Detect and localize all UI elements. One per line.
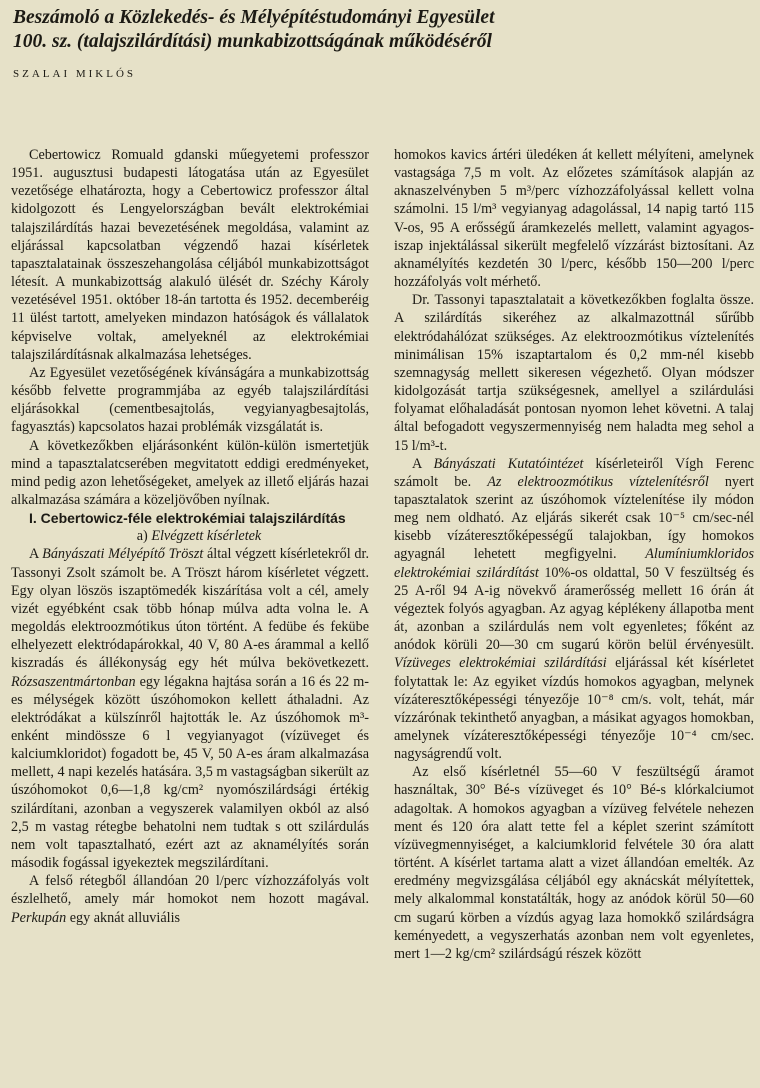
text-run: A <box>412 455 434 472</box>
paragraph <box>394 455 754 764</box>
text-run: A felső rétegből állandóan 20 l/perc vízhozzáfolyás volt észlelhető, amely már homokot nem hozott magával. <box>11 873 369 908</box>
author-name: SZALAI MIKLÓS <box>13 68 137 80</box>
paragraph: Dr. Tassonyi tapasztalatait a következőkben foglalta össze. A szilárdítás sikeréhez az alkalmazottnál sűrűbb elektródahálózat szükséges. Az elektroozmótikus víztelenítés minimálisan 15% iszaptartalom és 0,2 mm-nél kisebb szemnagyság mellett sikeresen végezhető. Olyan módszer kidolgozását tartja szükségesnek, amellyel a szilárdulási folyamat előhaladását pontosan nyomon lehet követni. A talaj által befogadott vegyszermennyiség nem haladta meg sehol a 15 l/m³-t. <box>394 292 754 454</box>
text-run: egy aknát alluviális <box>66 909 181 926</box>
italic-run: Bányászati Kutatóintézet <box>433 455 584 472</box>
italic-run: Alumíniumkloridos elektrokémiai szilárdítást <box>394 546 754 581</box>
paragraph: homokos kavics ártéri üledéken át kellett mélyíteni, amelynek vastagsága 7,5 m volt. Az előzetes számítások alapján az aknaszelvényben 5 m³/perc vízhozzáfolyással kellett volna számolni. 15 l/m³ vegyianyag adagolással, 14 napig tartó 115 V-os, 95 A erősségű áramkezelés mellett, valamint agyagos-iszap injektálással sikerült megfelelő vízzárást biztosítani. Az aknamélyítés kezdetén 30 l/perc, később 150—200 l/perc hozzáfolyás volt mérhető. <box>394 147 754 291</box>
subsection-prefix: a) <box>136 528 152 545</box>
paragraph: Cebertowicz Romuald gdanski műegyetemi professzor 1951. augusztusi budapesti látogatása után az Egyesület vezetősége elhatározta, hogy a Cebertowicz professzor által kidolgozott és Lengyelországban bevált elektrokémiai talajszilárdítás hazai bevezetésének megoldása, valamint az eljárással kapcsolatban végzendő hazai kísérletek tapasztalatainak összeszehangolása céljából munkabizottságot létesít. A munkabizottság alakuló ülését dr. Széchy Károly vezetésével 1951. október 18-án tartotta és 1952. decemberéig 11 ülést tartott, amelyeken mindazon hatóságok és vállalatok képviselve voltak, amelyeknél az elektrokémiai talajszilárdításnak alkalmazása lehetséges. <box>11 147 369 363</box>
paragraph: Az első kísérletnél 55—60 V feszültségű áramot használtak, 30° Bé-s vízüveget és 10° Bé-s klórkalciumot adagoltak. A homokos agyagban a vízüveg felvétele nehezen ment és 120 óra alatt tette fel a képlet szerint számított vízüvegmennyiséget, a kalciumklorid felvétele 30 óra alatt történt. A kísérlet tartama alatt a vizet állandóan emelték. Az eredmény megvizsgálása céljából egy aknácskát mélyítettek, mely alkalommal konstatálták, hogy az anódok körül 50—60 cm sugarú körben a vízdús agyag laza homokkő szilárdságra keményedett, a vegyszerhatás azonban nem volt egyenletes, mert 1—2 kg/cm² szilárdságú részek között <box>394 764 754 962</box>
text-run: nyert tapasztalatok szerint az úszóhomok víztelenítése ily módon meg nem oldható. Az eljárás sikerét csak 10⁻⁵ cm/sec-nél kisebb vízáteresztőképességű talajokban, így homokos agyagnál lehetett megfigyelni. <box>394 473 754 563</box>
right-column <box>394 146 754 963</box>
text-run: által végzett kísérletekről dr. Tassonyi Zsolt számolt be. A Tröszt három kísérletet végzett. Egy olyan löszös iszaptömedék kiszárítása volt a cél, amely vizét egyébként csak több hónap múlva adta volna le. A megoldás elektroozmótikus úton történt. A fedübe és fekübe elhelyezett elektródapárokkal, 40 V, 80 A-es árammal a kellő kiszradás és állékonyság egy hét múlva bekövetkezett. <box>11 546 369 672</box>
paragraph: Az Egyesület vezetőségének kívánságára a munkabizottság később felvette programmjába az egyéb talajszilárdítási eljárásokkal (cementbesajtolás, vegyianyagbesajtolás, fagyasztás) kapcsolatos hazai problémák vizsgálatát is. <box>11 364 369 436</box>
left-column <box>11 146 369 927</box>
text-run: eljárással két kísérletet folytattak le: Az egyiket vízdús homokos agyagban, melynek vízáteresztőképességi tényezője 10⁻⁸ cm/s. volt, tehát, már vízzárónak tekinthető anyagban, a másikat agyagos homokban, amelynek vízáteresztőképességi tényezője 10⁻⁴ cm/sec. nagyságrendű volt. <box>394 655 754 763</box>
italic-run: Bányászati Mélyépítő Tröszt <box>42 546 204 563</box>
italic-run: Az elektroozmótikus víztelenítésről <box>487 473 709 490</box>
paragraph: A következőkben eljárásonként külön-külön ismertetjük mind a tapasztalatcserében megvitatott eddigi eredményeket, mind pedig azon lehetőségeket, amelyek az illető eljárás hazai alkalmazása számára a közeljövőben nyílnak. <box>11 437 369 508</box>
paragraph <box>11 545 369 872</box>
text-run: kísérleteiről Vígh Ferenc számolt be. <box>394 455 754 490</box>
paragraph <box>11 872 369 926</box>
article-title <box>13 6 753 54</box>
text-run: A <box>29 546 43 563</box>
italic-run: Vízüveges elektrokémiai szilárdítási <box>394 655 607 672</box>
title-line-1: Beszámoló a Közlekedés- és Mélyépítéstudományi Egyesület <box>13 7 495 28</box>
section-heading: I. Cebertowicz-féle elektrokémiai talajszilárdítás <box>29 510 346 527</box>
text-run: 10%-os oldattal, 50 V feszültség és 25 A-ről 94 A-ig növekvő áramerősség mellett 16 órán át végeztek folyós agyagban. Az agyag képlékeny állapotba ment át, azonban a szilárdulás nem volt egyenletes; főként az anódok körüli 20—30 cm sugarú körön belül érvényesült. <box>394 564 754 654</box>
italic-run: Perkupán <box>11 909 67 926</box>
italic-run: Rózsaszentmártonban <box>11 673 136 690</box>
text-run: egy légakna hajtása során a 16 és 22 m-es mélységek között úszóhomokon kellett áthaladni. Az elektródákat a külszínről hajtották le. Az úszóhomok m³-enként mindössze 6 l vegyianyagot (vízüveget és kalciumkloridot) fogadott be, 45 V, 50 A-es áram alkalmazása mellett, 4 napi kezelés hatására. 3,5 m vastagságban sikerült az úszóhomokot 0,6—1,8 kg/cm² nyomószilárdsági értékig szilárdítani, azonban a vegyszerek valamilyen okból az alsó 2,5 m vastag rétegbe behatolni nem tudtak s ott szilárdulás nem volt tapasztalható, ezért azt az aknamélyítés során második fogással igyekeztek megszilárdítani. <box>11 673 369 872</box>
subsection-title: Elvégzett kísérletek <box>151 528 262 545</box>
title-line-2: 100. sz. (talajszilárdítási) munkabizottságának működéséről <box>13 31 492 52</box>
subsection-heading <box>11 527 369 545</box>
